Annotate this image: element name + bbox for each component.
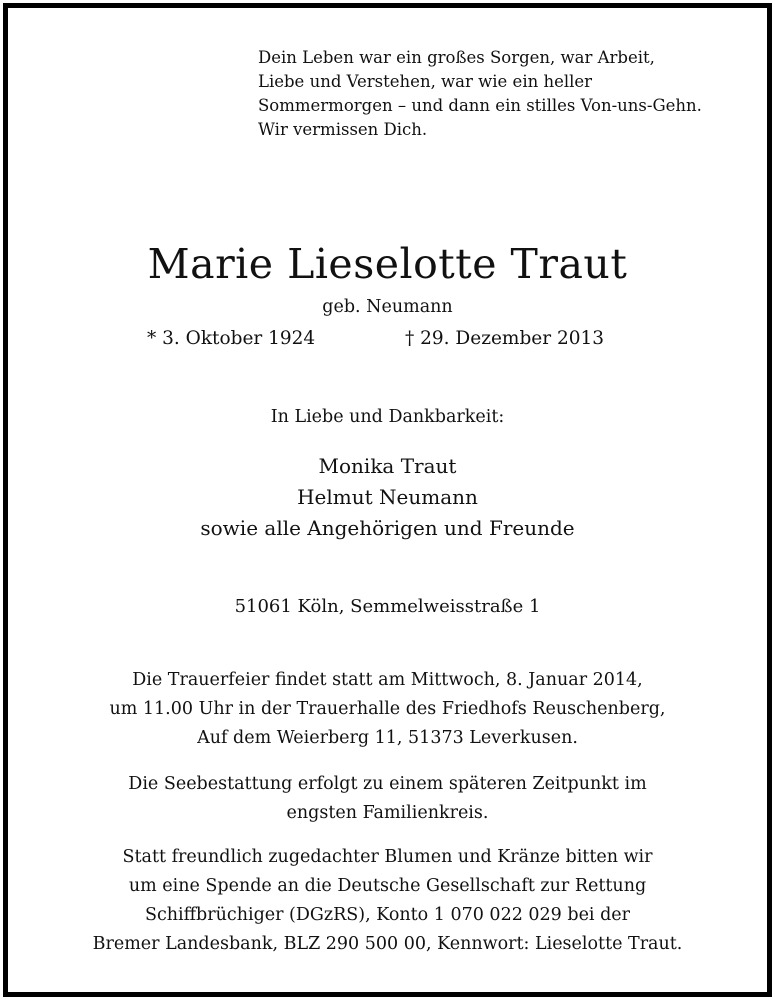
donation-line: um eine Spende an die Deutsche Gesellschaft zur Rettung <box>128 876 647 896</box>
poem-line: Liebe und Verstehen, war wie ein heller <box>258 72 593 91</box>
memorial-poem <box>258 46 702 142</box>
ceremony-line: Auf dem Weierberg 11, 51373 Leverkusen. <box>197 728 578 748</box>
mourners-list <box>0 451 775 544</box>
ceremony-line: um 11.00 Uhr in der Trauerhalle des Friedhofs Reuschenberg, <box>109 699 666 719</box>
burial-line: Die Seebestattung erfolgt zu einem späteren Zeitpunkt im <box>128 774 647 794</box>
donation-request <box>0 843 775 959</box>
poem-line: Wir vermissen Dich. <box>258 120 428 139</box>
poem-line: Dein Leben war ein großes Sorgen, war Arbeit, <box>258 48 655 67</box>
ceremony-line: Die Trauerfeier findet statt am Mittwoch, 8. Januar 2014, <box>132 670 643 690</box>
donation-line: Schiffbrüchiger (DGzRS), Konto 1 070 022 029 bei der <box>144 905 631 925</box>
family-address: 51061 Köln, Semmelweisstraße 1 <box>234 596 541 617</box>
mourner-name: Monika Traut <box>318 454 457 478</box>
burial-line: engsten Familienkreis. <box>286 803 489 823</box>
mourner-name: Helmut Neumann <box>297 485 478 509</box>
funeral-ceremony-notice <box>0 666 775 753</box>
thanks-heading: In Liebe und Dankbarkeit: <box>270 407 505 427</box>
sea-burial-notice <box>0 770 775 828</box>
donation-line: Statt freundlich zugedachter Blumen und Kränze bitten wir <box>122 847 653 867</box>
birth-date: * 3. Oktober 1924 <box>147 328 316 349</box>
mourner-name: sowie alle Angehörigen und Freunde <box>200 516 575 540</box>
donation-line: Bremer Landesbank, BLZ 290 500 00, Kennwort: Lieselotte Traut. <box>92 934 683 954</box>
poem-line: Sommermorgen – und dann ein stilles Von-uns-Gehn. <box>258 96 702 115</box>
birth-name: geb. Neumann <box>322 297 453 317</box>
deceased-name: Marie Lieselotte Traut <box>147 240 628 288</box>
death-date: † 29. Dezember 2013 <box>405 328 605 349</box>
